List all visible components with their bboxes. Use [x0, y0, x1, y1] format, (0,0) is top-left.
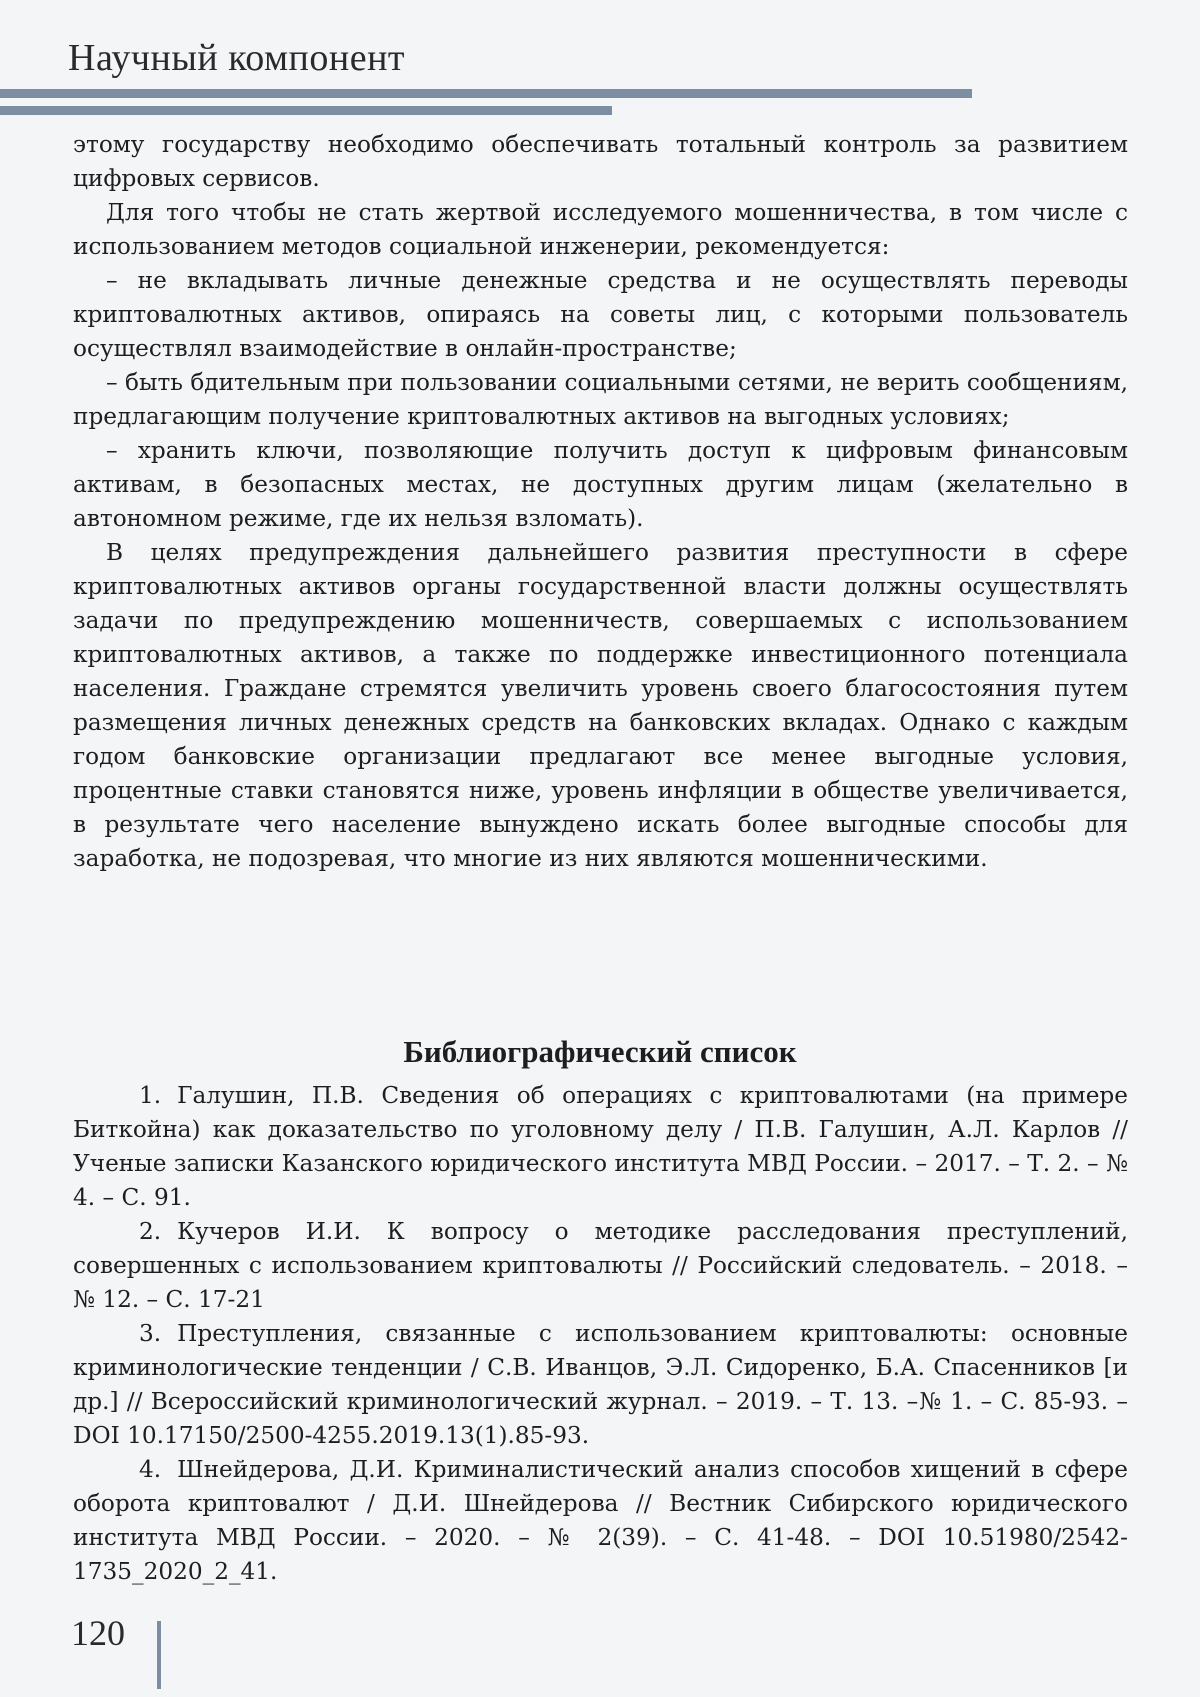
- item-text: Шнейдерова, Д.И. Криминалистический анализ способов хищений в сфере оборота криптовалют / Д.И. Шнейдерова // Вестник Сибирского юридического института МВД России. – 2020. – № 2(39). – С. 41-48. – DOI 10.51980/2542-1735_2020_2_41.: [73, 1456, 1128, 1585]
- page-number: 120: [71, 1612, 125, 1654]
- item-text: Преступления, связанные с использованием криптовалюты: основные криминологические тенденции / С.В. Иванцов, Э.Л. Сидоренко, Б.А. Спасенников [и др.] // Всероссийский криминологический журнал. – 2019. – Т. 13. –№ 1. – С. 85-93. – DOI 10.17150/2500-4255.2019.13(1).85-93.: [73, 1320, 1128, 1449]
- bibliography-item: [73, 1079, 1128, 1215]
- item-number: 3.: [106, 1317, 161, 1351]
- paragraph: этому государству необходимо обеспечивать тотальный контроль за развитием цифровых сервисов.: [73, 128, 1128, 196]
- bibliography-list: [73, 1079, 1128, 1589]
- bibliography-item: [73, 1215, 1128, 1317]
- item-number: 4.: [106, 1453, 161, 1487]
- recommendation-item: – быть бдительным при пользовании социальными сетями, не верить сообщениям, предлагающим получение криптовалютных активов на выгодных условиях;: [73, 366, 1128, 434]
- item-text: Кучеров И.И. К вопросу о методике расследования преступлений, совершенных с использованием криптовалюты // Российский следователь. – 2018. – № 12. – С. 17-21: [73, 1218, 1128, 1313]
- item-number: 1.: [106, 1079, 161, 1113]
- page-number-bar: [157, 1621, 161, 1689]
- header-rule-long: [0, 89, 972, 98]
- recommendation-item: – хранить ключи, позволяющие получить доступ к цифровым финансовым активам, в безопасных местах, не доступных другим лицам (желательно в автономном режиме, где их нельзя взломать).: [73, 434, 1128, 536]
- body-text: [73, 128, 1128, 876]
- item-number: 2.: [106, 1215, 161, 1249]
- paragraph: В целях предупреждения дальнейшего развития преступности в сфере криптовалютных активов органы государственной власти должны осуществлять задачи по предупреждению мошенничеств, совершаемых с использованием криптовалютных активов, а также по поддержке инвестиционного потенциала населения. Граждане стремятся увеличить уровень своего благосостояния путем размещения личных денежных средств на банковских вкладах. Однако с каждым годом банковские организации предлагают все менее выгодные условия, процентные ставки становятся ниже, уровень инфляции в обществе увеличивается, в результате чего население вынуждено искать более выгодные способы для заработка, не подозревая, что многие из них являются мошенническими.: [73, 536, 1128, 876]
- item-text: Галушин, П.В. Сведения об операциях с криптовалютами (на примере Биткойна) как доказательство по уголовному делу / П.В. Галушин, А.Л. Карлов // Ученые записки Казанского юридического института МВД России. – 2017. – Т. 2. – № 4. – С. 91.: [73, 1082, 1128, 1211]
- recommendation-item: – не вкладывать личные денежные средства и не осуществлять переводы криптовалютных активов, опираясь на советы лиц, с которыми пользователь осуществлял взаимодействие в онлайн-пространстве;: [73, 264, 1128, 366]
- bibliography-item: [73, 1317, 1128, 1453]
- paragraph: Для того чтобы не стать жертвой исследуемого мошенничества, в том числе с использованием методов социальной инженерии, рекомендуется:: [73, 196, 1128, 264]
- section-title: Научный компонент: [68, 36, 405, 80]
- bibliography-item: [73, 1453, 1128, 1589]
- bibliography-heading: Библиографический список: [0, 1034, 1200, 1070]
- header-rule-short: [0, 106, 612, 115]
